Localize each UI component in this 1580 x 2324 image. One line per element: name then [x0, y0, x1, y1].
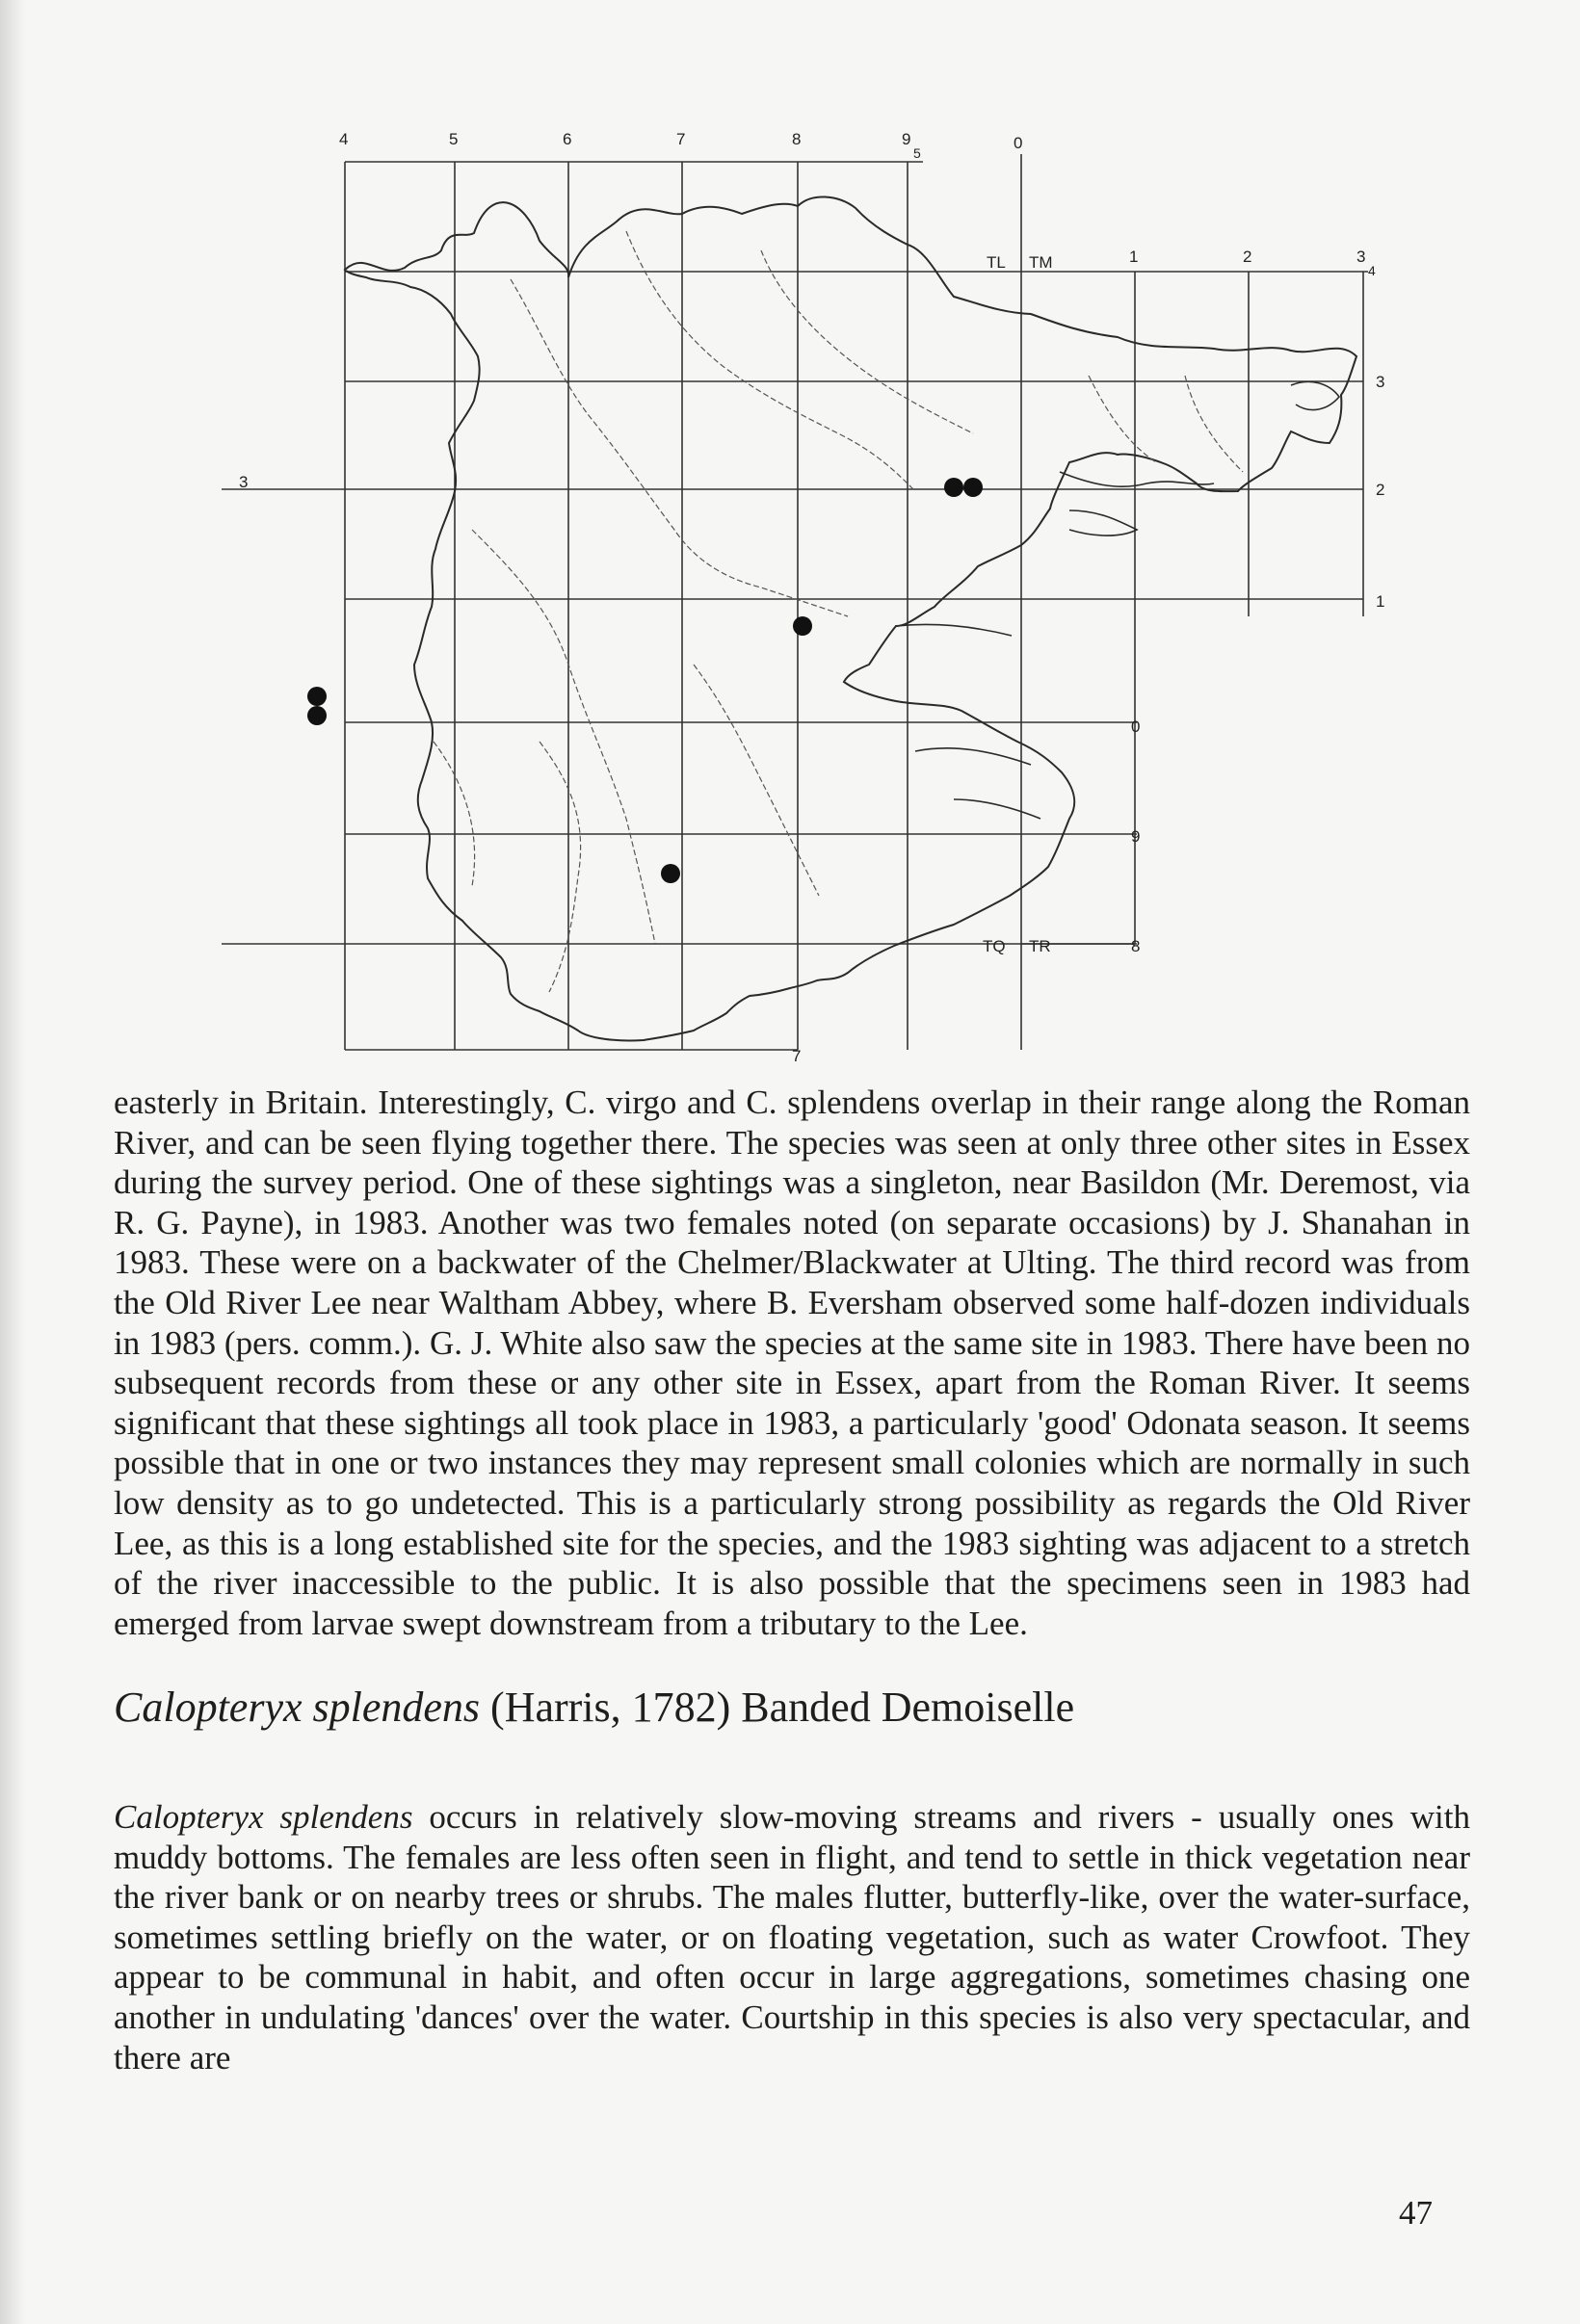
distribution-map [222, 125, 1435, 1069]
para2-text: occurs in relatively slow-moving streams and rivers - usually ones with muddy bottoms. The females are less often seen in flight, and tend to settle in thick vegetation near the river bank or on nearby trees or shrubs. The males flutter, butterfly-like, over the water-surface, sometimes settling briefly on the water, or on floating vegetation, such as water Crowfoot. They appear to be communal in habit, and often occur in large aggregations, sometimes chasing one another in undulating 'dances' over the water. Courtship in this species is also very spectacular, and there are [114, 1798, 1470, 2076]
map-top-tick-6: 6 [563, 130, 572, 148]
body-paragraph-2 [114, 1797, 1470, 2077]
map-top-tick-0: 0 [1014, 134, 1023, 152]
map-right-label-0: 0 [1131, 718, 1141, 736]
map-grid-label-tq: TQ [983, 937, 1006, 955]
map-grid-label-tm: TM [1029, 253, 1053, 272]
map-grid-label-tr: TR [1029, 937, 1051, 955]
map-top-tick-8: 8 [792, 130, 802, 148]
map-top-tick-7: 7 [676, 130, 686, 148]
map-top-tick-9: 9 [902, 130, 911, 148]
map-right-label-1: 1 [1376, 592, 1385, 611]
record-dot [307, 687, 327, 706]
map-top-tick-5b: 5 [913, 145, 921, 161]
record-dots [307, 478, 983, 883]
body-paragraph-1: easterly in Britain. Interestingly, C. virgo and C. splendens overlap in their range along the Roman River, and can be seen flying together there. The species was seen at only three other sites in Essex during the survey period. One of these sightings was a singleton, near Basildon (Mr. Deremost, via R. G. Payne), in 1983. Another was two females noted (on separate occasions) by J. Shanahan in 1983. These were on a backwater of the Chelmer/Blackwater at Ulting. The third record was from the Old River Lee near Waltham Abbey, where B. Eversham observed some half-dozen individuals in 1983 (pers. comm.). G. J. White also saw the species at the same site in 1983. There have been no subsequent records from these or any other site in Essex, apart from the Roman River. It seems significant that these sightings all took place in 1983, a particularly 'good' Odonata season. It seems possible that in one or two instances they may represent small colonies which are normally in such low density as to go undetected. This is a particularly strong possibility as regards the Old River Lee, as this is a long established site for the species, and the 1983 sighting was adjacent to a stretch of the river inaccessible to the public. It is also possible that the specimens seen in 1983 had emerged from larvae swept downstream from a tributary to the Lee. [114, 1084, 1470, 1642]
map-tick-3: 3 [1356, 248, 1366, 266]
map-tick-1: 1 [1129, 248, 1139, 266]
map-tick-labels [239, 130, 1384, 1065]
record-dot [307, 706, 327, 725]
species-heading-latin: Calopteryx splendens [114, 1684, 481, 1731]
record-dot [963, 478, 983, 497]
map-right-label-9: 9 [1131, 827, 1141, 846]
para2-species-name: Calopteryx splendens [114, 1798, 413, 1836]
rivers [434, 231, 1243, 992]
record-dot [944, 478, 963, 497]
map-grid-label-tl: TL [987, 253, 1006, 272]
map-top-tick-5: 5 [449, 130, 459, 148]
map-top-tick-4: 4 [339, 130, 349, 148]
map-bottom-label-7: 7 [792, 1047, 802, 1065]
page-number: 47 [1399, 2194, 1433, 2232]
species-heading [114, 1683, 1470, 1733]
record-dot [793, 616, 812, 636]
map-grid [222, 154, 1368, 1050]
page-edge-shadow [0, 0, 25, 2324]
estuaries [896, 381, 1339, 819]
map-right-label-3: 3 [1376, 373, 1385, 391]
map-tick-2: 2 [1243, 248, 1252, 266]
map-left-label-3: 3 [239, 473, 249, 491]
record-dot [661, 864, 680, 883]
map-right-label-8: 8 [1131, 937, 1141, 955]
species-heading-rest: (Harris, 1782) Banded Demoiselle [480, 1684, 1075, 1731]
map-tick-4b: 4 [1368, 263, 1376, 278]
essex-coastline [345, 196, 1356, 1040]
map-right-label-2: 2 [1376, 481, 1385, 499]
